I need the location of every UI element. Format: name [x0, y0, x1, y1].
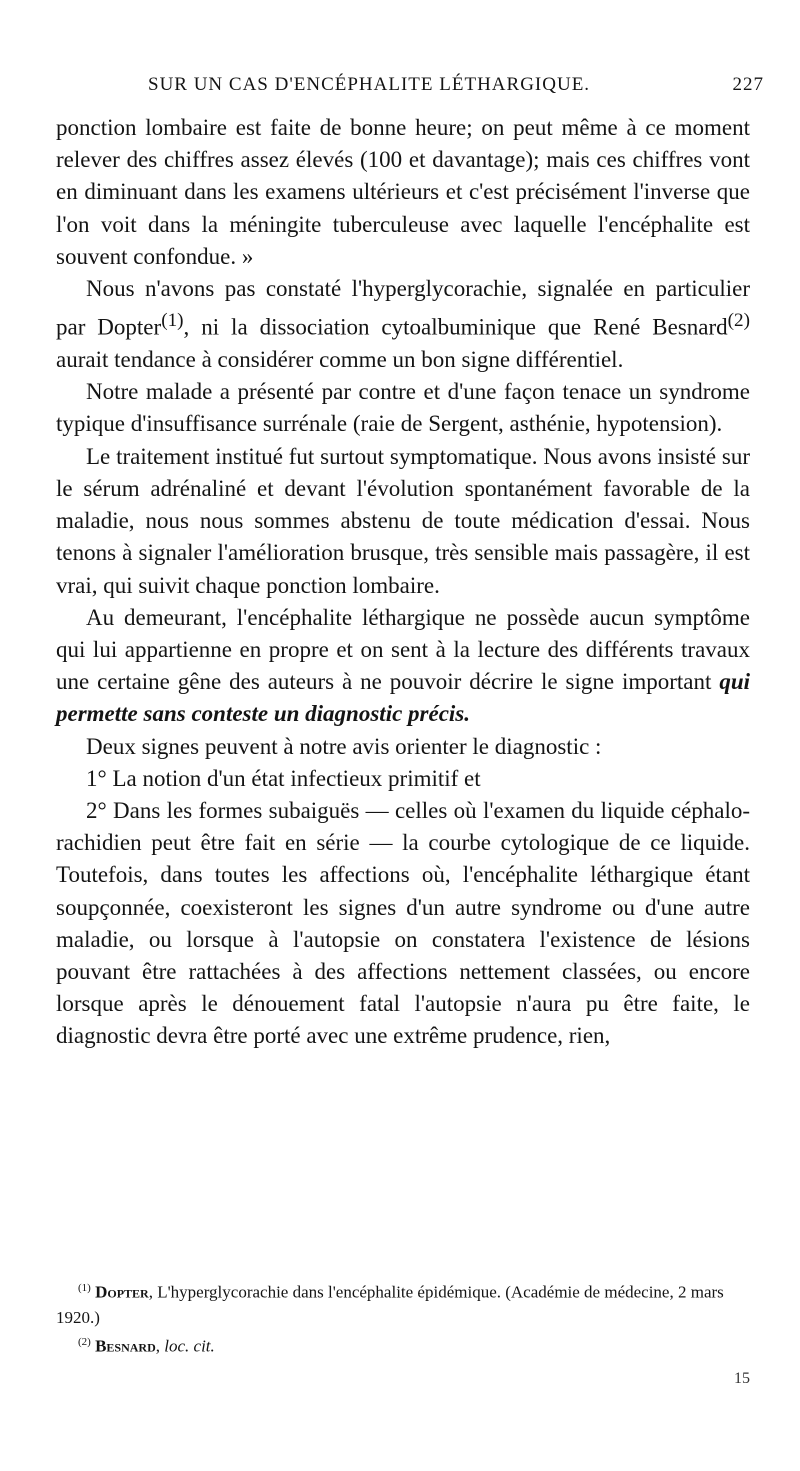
list-item-1: 1° La notion d'un état infectieux primitif et [86, 765, 481, 791]
signature-mark: 15 [734, 1370, 750, 1387]
italic-phrase: qui permette sans conteste un diagnostic précis. [56, 669, 750, 727]
footnote-text: loc. cit. [164, 1336, 215, 1356]
list-item-2: 2° Dans les formes subaiguës — celles où l'examen du liquide céphalo-rachidien peut être fait en série — la courbe cytologique de ce liquide. Toutefois, dans toutes les affections où, l'encéphalite léthargique étant soupçonnée, coexisteront les signes d'un autre syndrome ou d'une autre maladie, ou lorsque à l'autopsie on constatera l'existence de lésions pouvant être rattachées à des affections nettement classées, ou encore lorsque après le dénouement fatal l'autopsie n'aura pu être faite, le diagnostic devra être porté avec une extrême prudence, rien, [56, 797, 750, 1049]
footnote-mark: (2) [78, 1335, 91, 1348]
paragraph-hyperglycorachie [56, 273, 750, 376]
footnote-author: Dopter [95, 1282, 149, 1302]
footnote-2 [56, 1330, 768, 1359]
running-title: SUR UN CAS D'ENCÉPHALITE LÉTHARGIQUE. [148, 74, 591, 95]
paragraph-text: Nous n'avons pas constaté l'hyperglycorachie, signalée en particulier par Dopter [56, 276, 750, 340]
footnote-1 [56, 1276, 768, 1330]
page-number: 227 [732, 74, 764, 95]
paragraph-deux-signes: Deux signes peuvent à notre avis orienter le diagnostic : [86, 733, 602, 759]
footnote-author: Besnard [95, 1336, 156, 1356]
footnote-ref-2: (2) [727, 310, 750, 332]
footnote-text: , L'hyperglycorachie dans l'encéphalite épidémique. (Académie de médecine, 2 mars 1920.) [56, 1282, 724, 1327]
paragraph-traitement: Le traitement institué fut surtout symptomatique. Nous avons insisté sur le sérum adrénaliné et devant l'évolution spontanément favorable de la maladie, nous nous sommes abstenu de toute médication d'essai. Nous tenons à signaler l'amélioration brusque, très sensible mais passagère, il est vrai, qui suivit chaque ponction lombaire. [56, 443, 750, 598]
footnote-separator: , [155, 1336, 165, 1356]
paragraph-demeurant [56, 602, 750, 731]
body-text [56, 112, 750, 1053]
paragraph-syndrome: Notre malade a présenté par contre et d'une façon tenace un syndrome typique d'insuffisance surrénale (raie de Sergent, asthénie, hypotension). [56, 379, 750, 437]
footnote-ref-1: (1) [161, 310, 184, 332]
paragraph-text: aurait tendance à considérer comme un bon signe différentiel. [56, 347, 624, 373]
paragraph-text: Au demeurant, l'encéphalite léthargique ne possède aucun symptôme qui lui appartienne en propre et on sent à la lecture des différents travaux une certaine gêne des auteurs à ne pouvoir décrire le signe important [56, 604, 750, 695]
footnotes [56, 1276, 768, 1358]
paragraph-continuation: ponction lombaire est faite de bonne heure; on peut même à ce moment relever des chiffres assez élevés (100 et davantage); mais ces chiffres vont en diminuant dans les examens ultérieurs et c'est précisément l'inverse que l'on voit dans la méningite tuberculeuse avec laquelle l'encéphalite est souvent confondue. » [56, 115, 750, 269]
footnote-mark: (1) [78, 1282, 91, 1294]
paragraph-text: , ni la dissociation cytoalbuminique que René Besnard [183, 314, 728, 340]
